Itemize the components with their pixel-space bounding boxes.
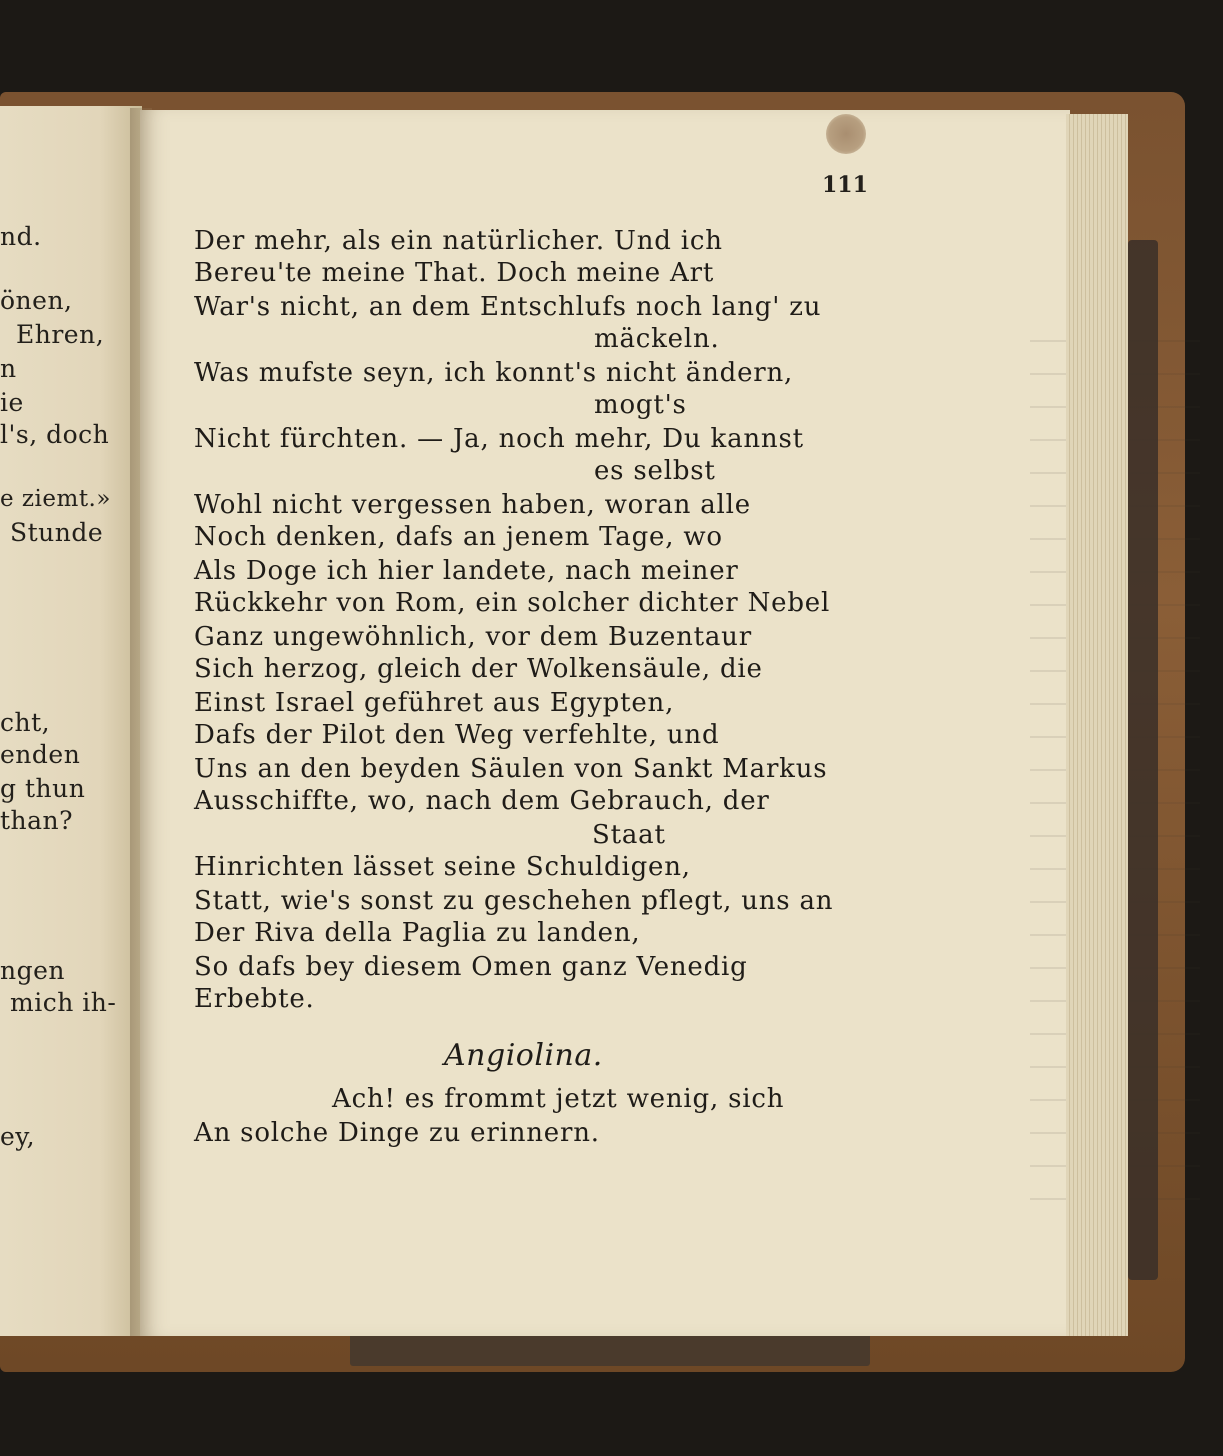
verse-line: Als Doge ich hier landete, nach meiner [194,556,739,586]
left-page-line: n [0,354,17,383]
left-page-line: önen, [0,286,73,315]
left-page-line: ngen [0,956,66,985]
verse-line-continuation: mäckeln. [594,324,720,354]
left-page-line: than? [0,806,74,835]
left-page-line: g thun [0,774,86,803]
cover-bottom-edge [350,1332,870,1366]
verse-line: Ausschiffte, wo, nach dem Gebrauch, der [194,786,770,816]
verse-line: Wohl nicht vergessen haben, woran alle [194,490,751,520]
left-page-line: enden [0,740,81,769]
left-page-line: e ziemt.» [0,486,111,512]
verse-line: Ach! es frommt jetzt wenig, sich [332,1084,785,1114]
verse-line-continuation: es selbst [594,456,716,486]
verse-line-continuation: Staat [592,820,666,850]
verse-line: Noch denken, dafs an jenem Tage, wo [194,522,723,552]
left-page-line: l's, doch [0,420,110,449]
left-page-line: nd. [0,222,42,251]
verse-line: Was mufste seyn, ich konnt's nicht ändern, [194,358,794,388]
page-edges [1066,114,1128,1336]
left-page-line: ey, [0,1122,36,1151]
left-page-line: Stunde [10,518,104,547]
verse-line-continuation: mogt's [594,390,687,420]
speaker-name: Angiolina. [444,1038,603,1073]
verse-line: Ganz ungewöhnlich, vor dem Buzentaur [194,622,752,652]
verse-line: Hinrichten lässet seine Schuldigen, [194,852,691,882]
left-page-line: cht, [0,708,51,737]
verse-line: Der mehr, als ein natürlicher. Und ich [194,226,723,256]
verse-line: Einst Israel geführet aus Egypten, [194,688,675,718]
verse-line: War's nicht, an dem Entschlufs noch lang' zu [194,292,822,322]
left-page [0,106,142,1336]
verse-line: Dafs der Pilot den Weg verfehlte, und [194,720,720,750]
verse-line: Bereu'te meine That. Doch meine Art [194,258,715,288]
verse-line: Erbebte. [194,984,315,1014]
left-page-line: ie [0,388,24,417]
paper-stain [826,114,866,154]
verse-line: Statt, wie's sonst zu geschehen pflegt, uns an [194,886,834,916]
verse-line: Nicht fürchten. — Ja, noch mehr, Du kannst [194,424,804,454]
verse-line: Rückkehr von Rom, ein solcher dichter Nebel [194,588,831,618]
left-page-line: Ehren, [16,320,105,349]
verse-line: Sich herzog, gleich der Wolkensäule, die [194,654,763,684]
verse-line: So dafs bey diesem Omen ganz Venedig [194,952,748,982]
verse-line: Uns an den beyden Säulen von Sankt Markus [194,754,828,784]
left-page-line: mich ih- [10,988,117,1017]
verse-line: Der Riva della Paglia zu landen, [194,918,641,948]
page-number: 111 [822,172,868,198]
verse-line: An solche Dinge zu erinnern. [194,1118,600,1148]
